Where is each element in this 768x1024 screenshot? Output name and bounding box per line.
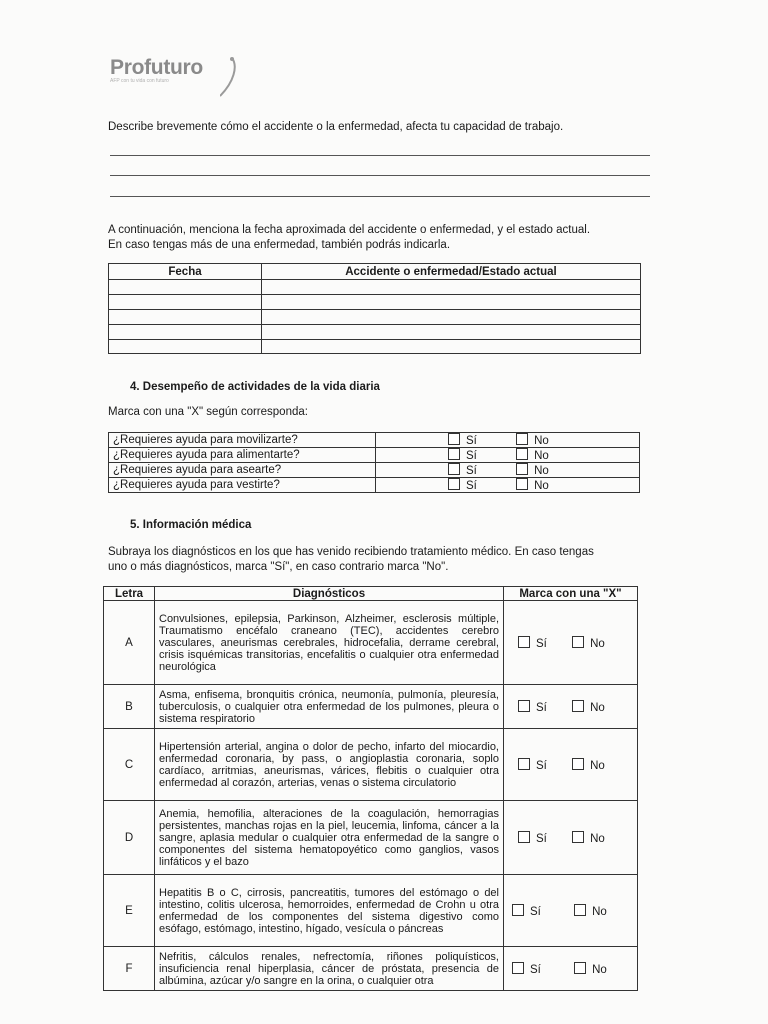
- yes-checkbox[interactable]: [448, 433, 460, 445]
- no-label: No: [534, 450, 549, 462]
- yes-checkbox[interactable]: [518, 758, 530, 770]
- no-checkbox[interactable]: [574, 904, 586, 916]
- diagnosis-text: Anemia, hemofilia, alteraciones de la coagulación, hemorragias persistentes, manchas rojas en la piel, leucemia, linfoma, cáncer a la sangre, aplasia medular o cualquier otra enfermedad de la sangre o componentes del sistema hematopoyético como ganglios, vasos linfáticos y el bazo: [155, 801, 504, 875]
- logo-name: Profuturo: [110, 56, 203, 79]
- row-letter: F: [104, 947, 155, 991]
- no-label: No: [592, 963, 607, 976]
- no-checkbox[interactable]: [516, 478, 528, 490]
- no-label: No: [590, 701, 605, 714]
- no-label: No: [534, 435, 549, 447]
- row-letter: C: [104, 729, 155, 801]
- no-checkbox[interactable]: [572, 758, 584, 770]
- estado-cell[interactable]: [262, 325, 641, 340]
- dates-intro-line2: En caso tengas más de una enfermedad, también podrás indicarla.: [108, 239, 451, 251]
- no-checkbox[interactable]: [572, 700, 584, 712]
- no-checkbox[interactable]: [516, 433, 528, 445]
- fecha-cell[interactable]: [109, 325, 262, 340]
- yes-label: Sí: [536, 759, 547, 772]
- row-letter: D: [104, 801, 155, 875]
- section5-intro-line1: Subraya los diagnósticos en los que has venido recibiendo tratamiento médico. En caso tengas: [108, 546, 594, 558]
- medical-table: [103, 586, 638, 991]
- diagnosis-text: Convulsiones, epilepsia, Parkinson, Alzheimer, esclerosis múltiple, Traumatismo encéfalo craneano (TEC), accidentes cerebro vasculares, aneurismas cerebrales, hidrocefalia, derrame cerebral, crisis isquémicas transitorias, encefalitis o cualquier otra enfermedad neurológica: [155, 601, 504, 685]
- diagnosis-text: Hipertensión arterial, angina o dolor de pecho, infarto del miocardio, enfermedad coronaria, by pass, o angioplastia coronaria, soplo cardíaco, arritmias, aneurismas, várices, flebitis o cualquier otra enfermedad al corazón, arterias, venas o sistema circulatorio: [155, 729, 504, 801]
- yes-label: Sí: [466, 450, 477, 462]
- yes-checkbox[interactable]: [448, 463, 460, 475]
- question: ¿Requieres ayuda para alimentarte?: [109, 448, 376, 463]
- dates-intro: [108, 223, 648, 253]
- logo-swoosh-icon: [220, 56, 240, 100]
- yes-checkbox[interactable]: [518, 700, 530, 712]
- diagnosis-text: Hepatitis B o C, cirrosis, pancreatitis, tumores del estómago o del intestino, colitis ulcerosa, hemorroides, enfermedad de Crohn u otra enfermedad de los componentes del sistema digestivo como esófago, estómago, intestino, hígado, vesícula o páncreas: [155, 875, 504, 947]
- fecha-cell[interactable]: [109, 340, 262, 354]
- section4-title: 4. Desempeño de actividades de la vida diaria: [130, 381, 380, 393]
- diagnosis-text: Asma, enfisema, bronquitis crónica, neumonía, pulmonía, pleuresía, tuberculosis, o cualquier otra enfermedad de los pulmones, pleura o sistema respiratorio: [155, 685, 504, 729]
- yes-label: Sí: [466, 435, 477, 447]
- no-checkbox[interactable]: [516, 448, 528, 460]
- no-checkbox[interactable]: [572, 636, 584, 648]
- dates-table: [108, 263, 641, 354]
- answer-line-2[interactable]: [110, 175, 650, 176]
- fecha-cell[interactable]: [109, 295, 262, 310]
- yes-checkbox[interactable]: [512, 962, 524, 974]
- question: ¿Requieres ayuda para movilizarte?: [109, 433, 376, 448]
- yes-label: Sí: [530, 905, 541, 918]
- section5-title: 5. Información médica: [130, 519, 252, 531]
- col-estado: Accidente o enfermedad/Estado actual: [262, 264, 641, 280]
- yes-checkbox[interactable]: [518, 636, 530, 648]
- estado-cell[interactable]: [262, 295, 641, 310]
- no-checkbox[interactable]: [572, 831, 584, 843]
- row-letter: B: [104, 685, 155, 729]
- section5-intro: [108, 545, 643, 575]
- no-label: No: [590, 759, 605, 772]
- fecha-cell[interactable]: [109, 310, 262, 325]
- col-fecha: Fecha: [109, 264, 262, 280]
- daily-activities-table: [108, 432, 640, 493]
- yes-checkbox[interactable]: [512, 904, 524, 916]
- diagnosis-text: Nefritis, cálculos renales, nefrectomía, riñones poliquísticos, insuficiencia renal hiperplasia, cáncer de próstata, presencia de albúmina, azúcar y/o sangre en la orina, o cualquier otra: [155, 947, 504, 991]
- estado-cell[interactable]: [262, 280, 641, 295]
- yes-checkbox[interactable]: [448, 478, 460, 490]
- answer-line-3[interactable]: [110, 196, 650, 197]
- row-letter: E: [104, 875, 155, 947]
- no-label: No: [592, 905, 607, 918]
- yes-label: Sí: [536, 832, 547, 845]
- dates-intro-line1: A continuación, menciona la fecha aproximada del accidente o enfermedad, y el estado actual.: [108, 224, 591, 236]
- yes-label: Sí: [530, 963, 541, 976]
- yes-label: Sí: [466, 465, 477, 477]
- no-checkbox[interactable]: [516, 463, 528, 475]
- yes-checkbox[interactable]: [518, 831, 530, 843]
- answer-line-1[interactable]: [110, 155, 650, 156]
- no-label: No: [534, 465, 549, 477]
- logo-tagline: AFP con tu vida con futuro: [110, 78, 169, 84]
- no-checkbox[interactable]: [574, 962, 586, 974]
- question: ¿Requieres ayuda para vestirte?: [109, 478, 376, 493]
- col-letra: Letra: [104, 587, 155, 601]
- section5-intro-line2: uno o más diagnósticos, marca "Sí", en caso contrario marca "No".: [108, 561, 449, 573]
- yes-label: Sí: [536, 701, 547, 714]
- row-letter: A: [104, 601, 155, 685]
- no-label: No: [590, 832, 605, 845]
- profuturo-logo: [110, 56, 250, 100]
- yes-label: Sí: [466, 480, 477, 492]
- estado-cell[interactable]: [262, 310, 641, 325]
- yes-checkbox[interactable]: [448, 448, 460, 460]
- yes-label: Sí: [536, 637, 547, 650]
- col-diagnosticos: Diagnósticos: [155, 587, 504, 601]
- estado-cell[interactable]: [262, 340, 641, 354]
- no-label: No: [590, 637, 605, 650]
- question: ¿Requieres ayuda para asearte?: [109, 463, 376, 478]
- col-marca: Marca con una "X": [504, 587, 638, 601]
- section4-instruction: Marca con una "X" según corresponda:: [108, 406, 308, 418]
- fecha-cell[interactable]: [109, 280, 262, 295]
- describe-prompt: Describe brevemente cómo el accidente o la enfermedad, afecta tu capacidad de trabajo.: [108, 121, 564, 133]
- no-label: No: [534, 480, 549, 492]
